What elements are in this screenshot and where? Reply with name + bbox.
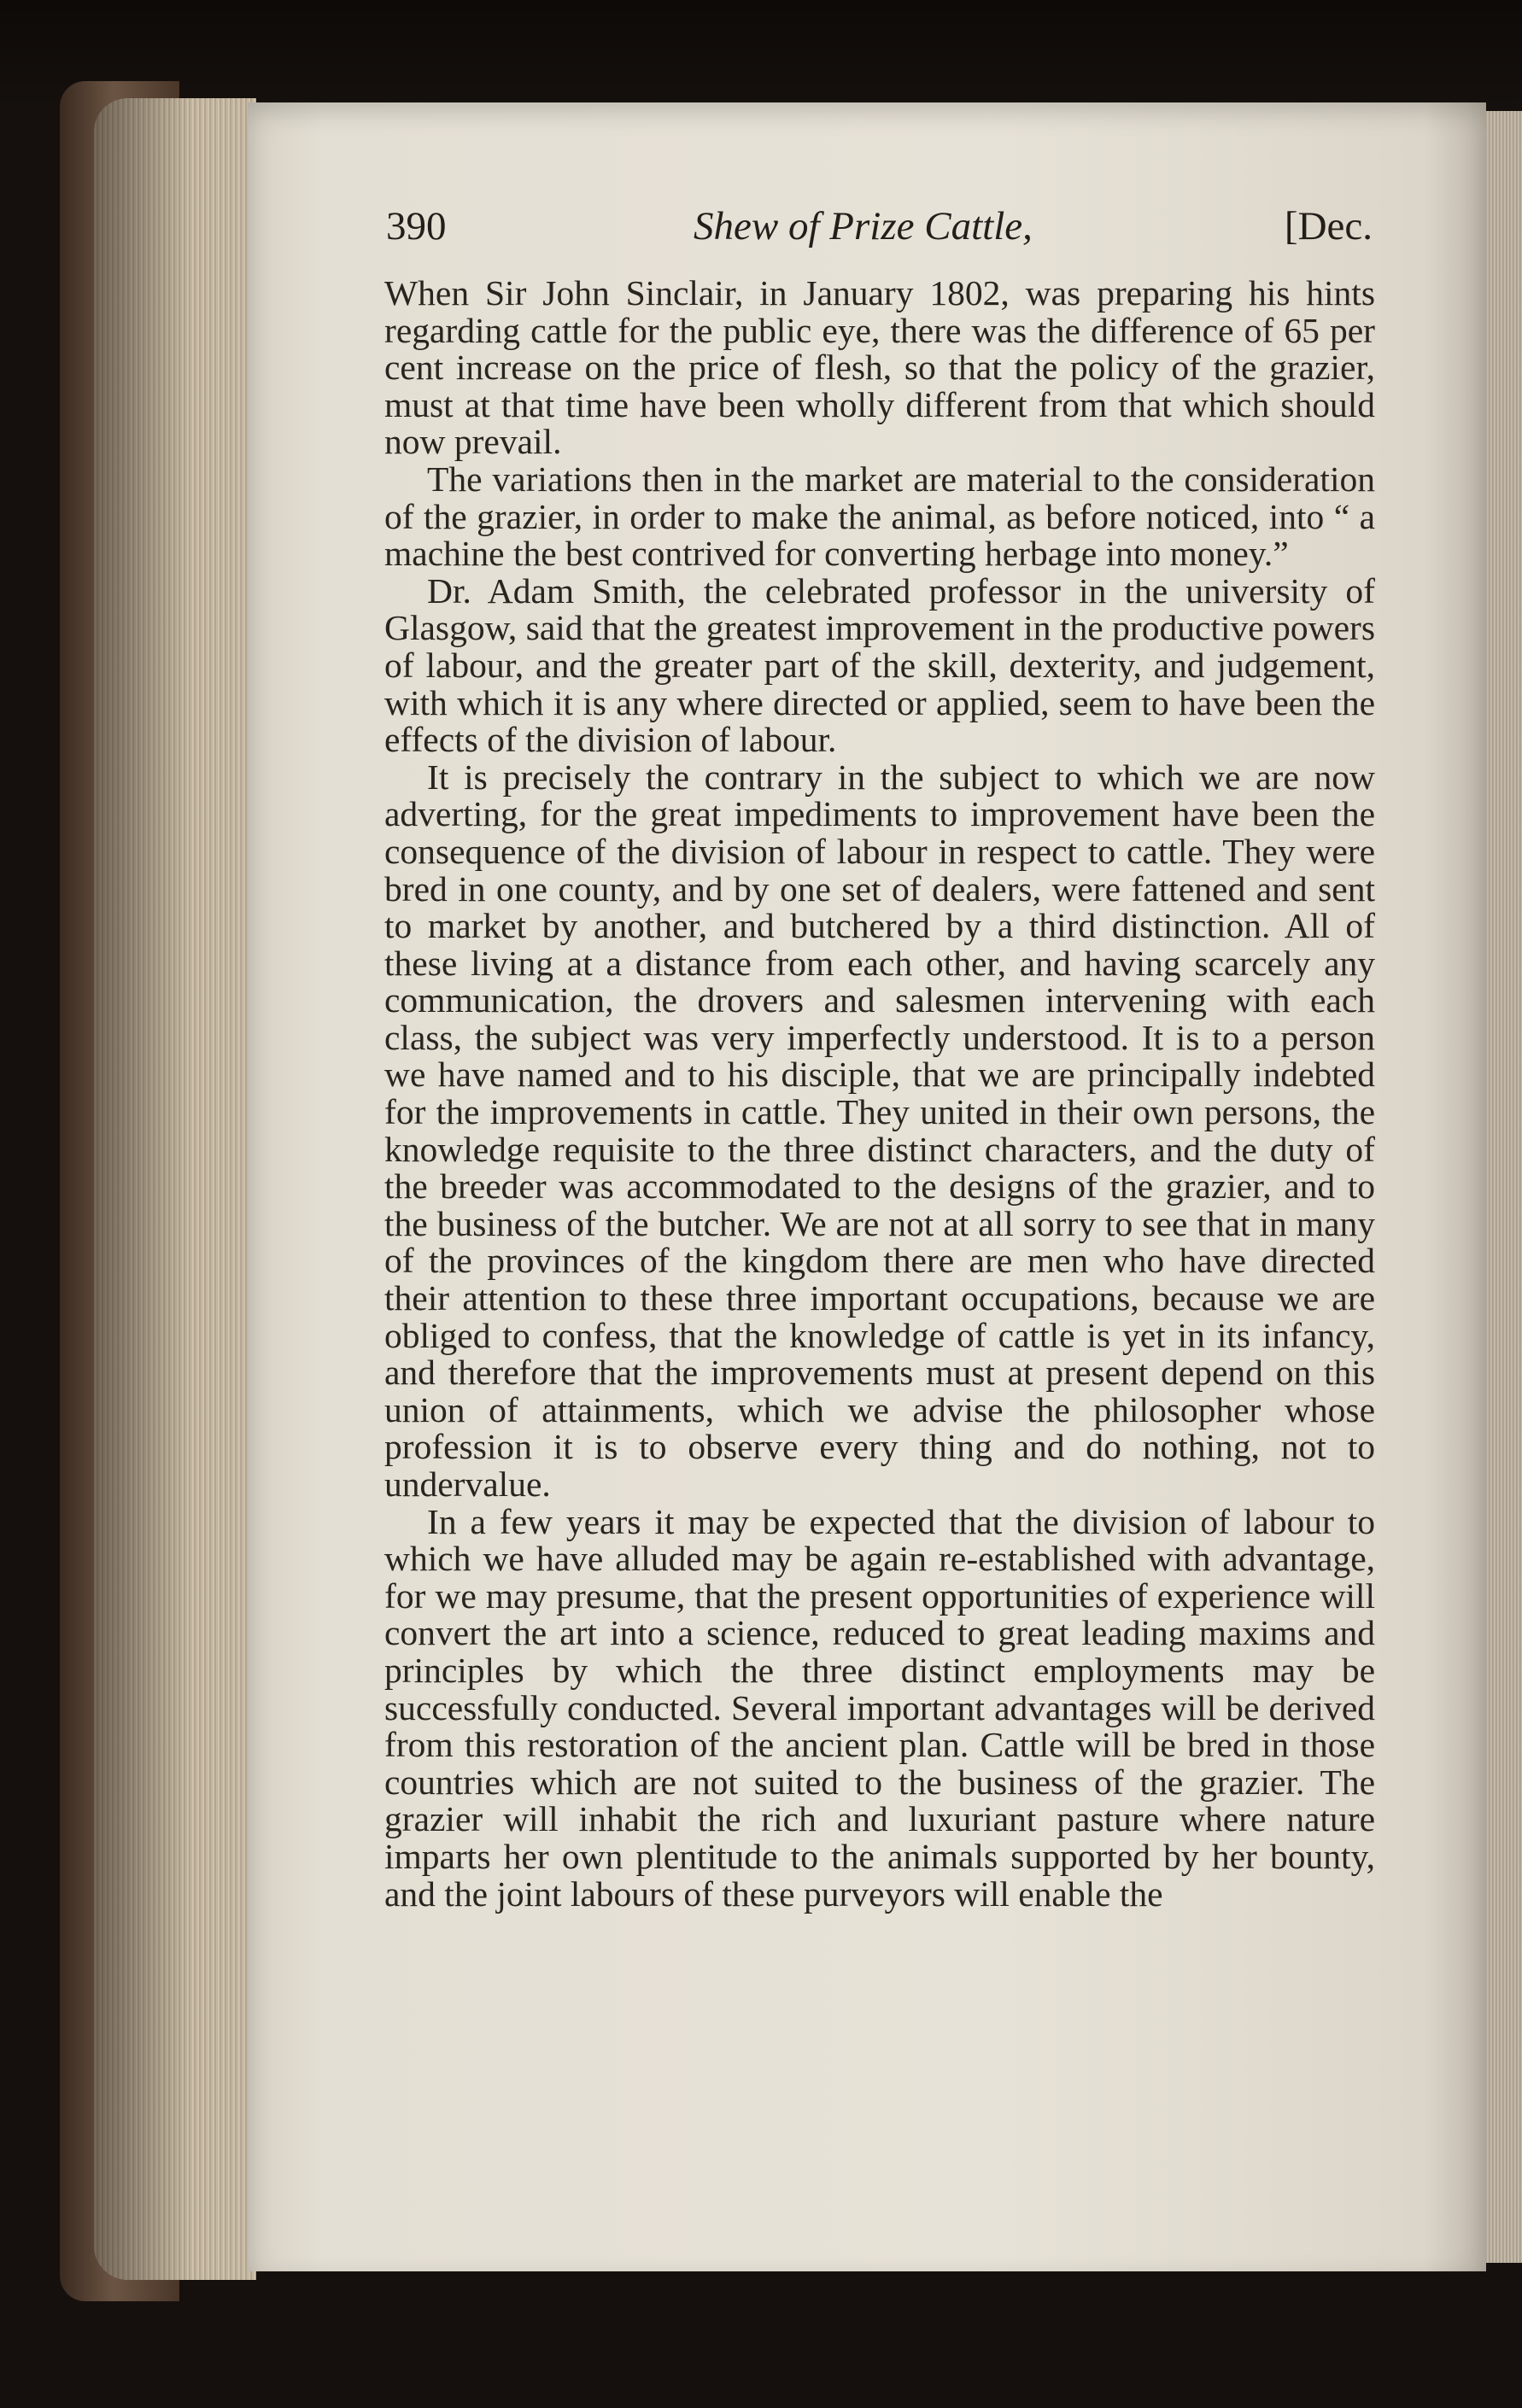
next-page-edge bbox=[1486, 111, 1522, 2263]
paragraph: In a few years it may be expected that the division of labour to which we have alluded may be again re-established with advantage, for we may presume, that the present opportunities of experience will convert the art into a science, reduced to great leading maxims and principles by which the three distinct employments may be successfully conducted. Several important advantages will be derived from this restoration of the ancient plan. Cattle will be bred in those countries which are not suited to the business of the grazier. The grazier will inhabit the rich and luxuriant pasture where nature imparts her own plentitude to the animals supported by her bounty, and the joint labours of these purveyors will enable the bbox=[384, 1501, 1375, 1914]
running-title: Shew of Prize Cattle, bbox=[694, 204, 1033, 248]
running-header bbox=[386, 203, 1373, 263]
page-edges-shading bbox=[94, 98, 256, 2280]
paragraph: It is precisely the contrary in the subject to which we are now adverting, for the great impediments to improvement have been the consequence of the division of labour in respect to cattle. They were bred in one county, and by one set of dealers, were fattened and sent to market by another, and butchered by a third distinction. All of these living at a distance from each other, and having scarcely any communication, the drovers and salesmen intervening with each class, the subject was very imperfectly understood. It is to a person we have named and to his disciple, that we are principally indebted for the improvements in cattle. They united in their own persons, the knowledge requisite to the three distinct characters, and the duty of the breeder was accommodated to the designs of the grazier, and to the business of the butcher. We are not at all sorry to see that in many of the provinces of the kingdom there are men who have directed their attention to these three important occupations, because we are obliged to confess, that the knowledge of cattle is yet in its infancy, and therefore that the improvements must at present depend on this union of attainments, which we advise the philosopher whose profession it is to observe every thing and do nothing, not to undervalue. bbox=[384, 757, 1375, 1504]
top-shadow bbox=[0, 0, 1522, 111]
paragraph: Dr. Adam Smith, the celebrated professor in the university of Glasgow, said that the greatest improvement in the productive powers of labour, and the greater part of the skill, dexterity, and judgement, with which it is any where directed or applied, seem to have been the effects of the division of labour. bbox=[384, 570, 1375, 760]
paragraph: When Sir John Sinclair, in January 1802, was preparing his hints regarding cattle for the public eye, there was the difference of 65 per cent increase on the price of flesh, so that the policy of the grazier, must at that time have been wholly different from that which should now prevail. bbox=[384, 273, 1375, 462]
running-month: [Dec. bbox=[1284, 204, 1373, 248]
page-number: 390 bbox=[386, 204, 447, 248]
paragraph: The variations then in the market are material to the consideration of the grazier, in order to make the animal, as before noticed, into “ a machine the best contrived for converting herbage into money.” bbox=[384, 459, 1375, 574]
body-text bbox=[384, 275, 1375, 1913]
